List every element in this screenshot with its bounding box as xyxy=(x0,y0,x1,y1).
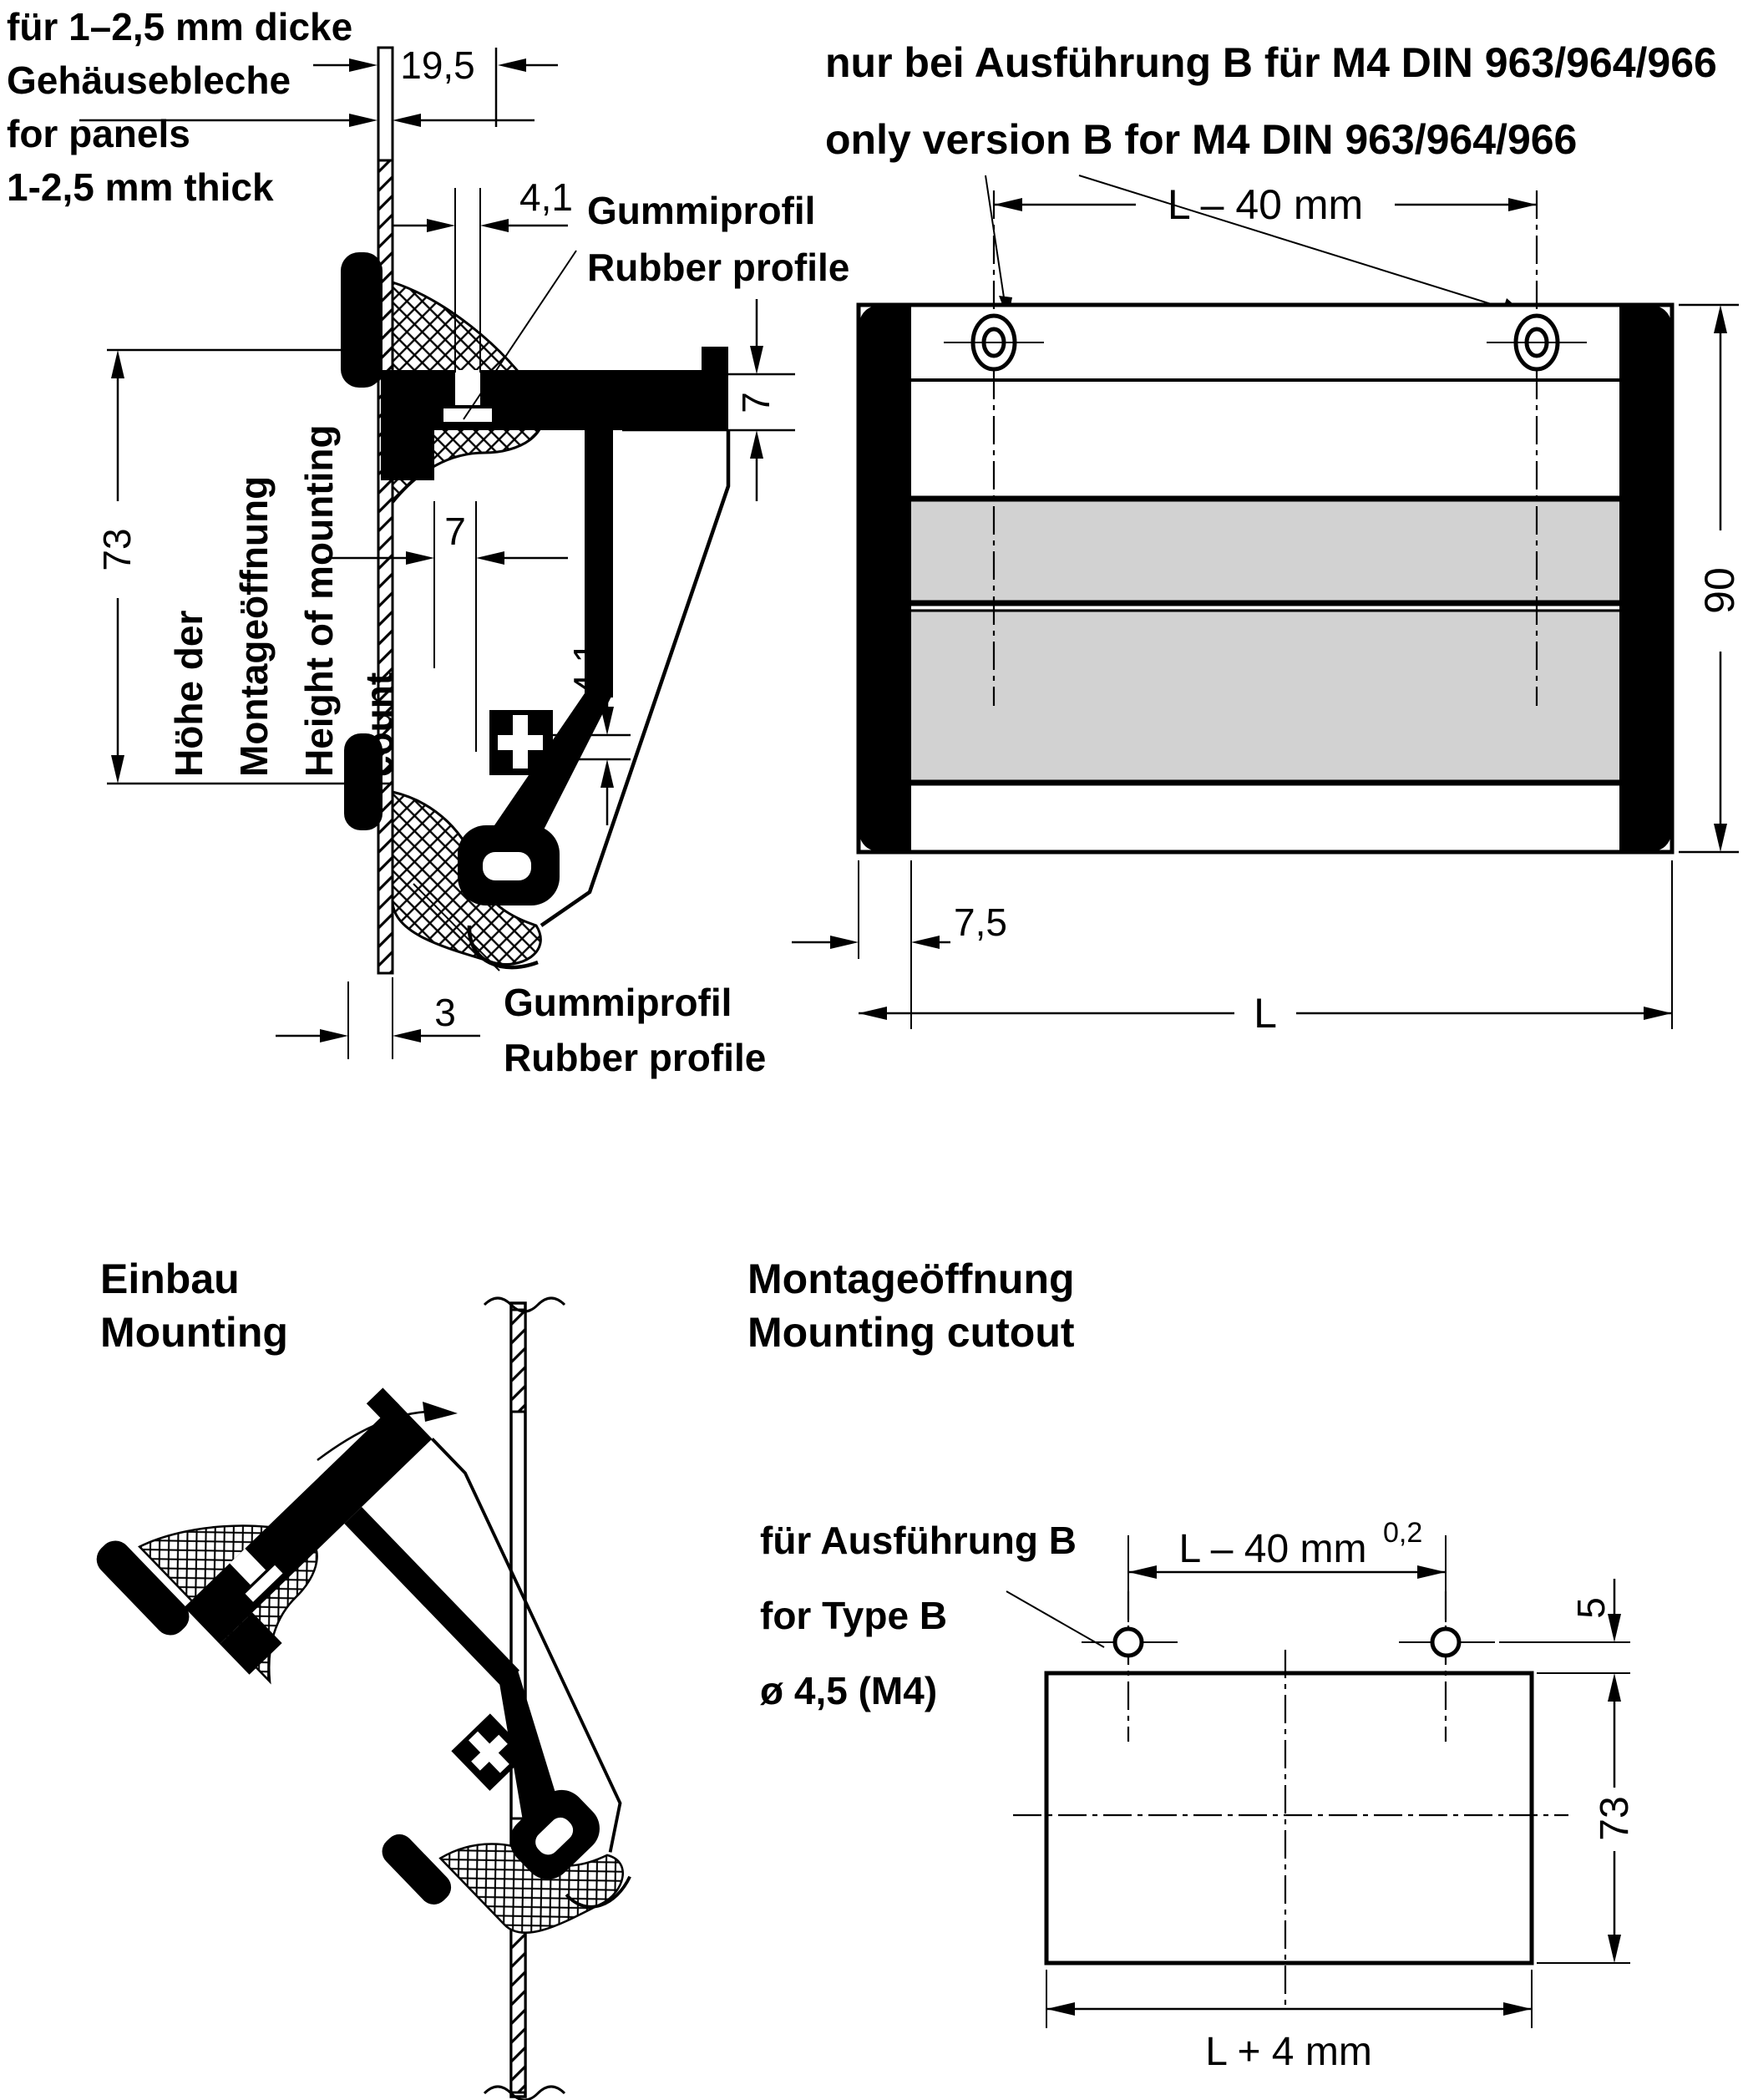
rubber-label-bottom-en: Rubber profile xyxy=(504,1036,767,1079)
mounting-view xyxy=(90,1255,749,2100)
dim-5 xyxy=(1499,1579,1630,1642)
dim-5-value: 5 xyxy=(1569,1597,1613,1619)
dim-7-5-value: 7,5 xyxy=(954,900,1007,944)
panel-note-line3: for panels xyxy=(7,112,190,155)
svg-text:count: count xyxy=(357,672,401,777)
end-cap-left xyxy=(859,305,911,852)
cross-section-view xyxy=(7,5,849,1079)
dim-73-value: 73 xyxy=(95,528,139,571)
cutout-note-line2: for Type B xyxy=(760,1594,948,1637)
front-view xyxy=(792,39,1743,1037)
end-cap-right xyxy=(1619,305,1672,852)
rubber-label-top-en: Rubber profile xyxy=(587,246,850,289)
dim-cutout-tolerance: 0,2 xyxy=(1383,1517,1423,1549)
cutout-rect xyxy=(1046,1673,1532,1963)
svg-text:Höhe der: Höhe der xyxy=(167,610,210,777)
dim-cutout-73-value: 73 xyxy=(1593,1796,1637,1841)
rubber-label-bottom-de: Gummiprofil xyxy=(504,981,732,1024)
panel-note-line2: Gehäusebleche xyxy=(7,58,291,102)
svg-text:Height of mounting: Height of mounting xyxy=(297,424,341,777)
dim-7-wall-value: 7 xyxy=(444,510,466,553)
dim-hole-spacing-value: L – 40 mm xyxy=(1167,181,1364,228)
dim-19-5-value: 19,5 xyxy=(400,43,475,87)
dim-cutout-spacing xyxy=(1128,1517,1446,1622)
dim-cutout-width-value: L + 4 mm xyxy=(1205,2030,1372,2074)
dim-90 xyxy=(1679,305,1743,852)
panel-note-line4: 1-2,5 mm thick xyxy=(7,165,274,209)
dim-length-value: L xyxy=(1254,990,1277,1037)
gray-band-2 xyxy=(906,609,1624,785)
cutout-title-en: Mounting cutout xyxy=(747,1309,1075,1356)
cutout-note-leader xyxy=(1006,1591,1104,1647)
cutout-title-de: Montageöffnung xyxy=(747,1255,1075,1302)
dim-90-value: 90 xyxy=(1696,567,1743,614)
dim-3 xyxy=(276,977,480,1059)
gray-band-1 xyxy=(906,496,1624,606)
mounting-title-de: Einbau xyxy=(100,1255,240,1302)
svg-text:Montageöffnung: Montageöffnung xyxy=(232,475,276,777)
dim-hole-spacing xyxy=(994,181,1537,228)
dim-7-depth-value: 7 xyxy=(734,392,778,413)
front-note-de: nur bei Ausführung B für M4 DIN 963/964/966 xyxy=(825,39,1717,86)
dim-cutout-width xyxy=(1046,1970,1532,2074)
tilted-profile xyxy=(90,1330,749,1996)
dim-4-1-top-value: 4,1 xyxy=(519,175,573,219)
dim-3-value: 3 xyxy=(434,991,456,1034)
dim-7-5 xyxy=(792,860,1007,1029)
dim-length xyxy=(859,860,1672,1037)
cutout-note-line3: ø 4,5 (M4) xyxy=(760,1669,938,1712)
dim-cutout-73 xyxy=(1537,1673,1637,1963)
height-of-mounting-label xyxy=(167,424,401,777)
panel-note-line1: für 1–2,5 mm dicke xyxy=(7,5,353,48)
dim-4-1-side-value: 4,1 xyxy=(565,642,609,695)
rubber-label-top-de: Gummiprofil xyxy=(587,189,816,232)
cutout-note-line1: für Ausführung B xyxy=(760,1519,1077,1562)
mounting-title-en: Mounting xyxy=(100,1309,288,1356)
cutout-view xyxy=(747,1255,1637,2074)
dim-cutout-spacing-value: L – 40 mm xyxy=(1178,1527,1367,1571)
front-note-en: only version B for M4 DIN 963/964/966 xyxy=(825,116,1578,163)
